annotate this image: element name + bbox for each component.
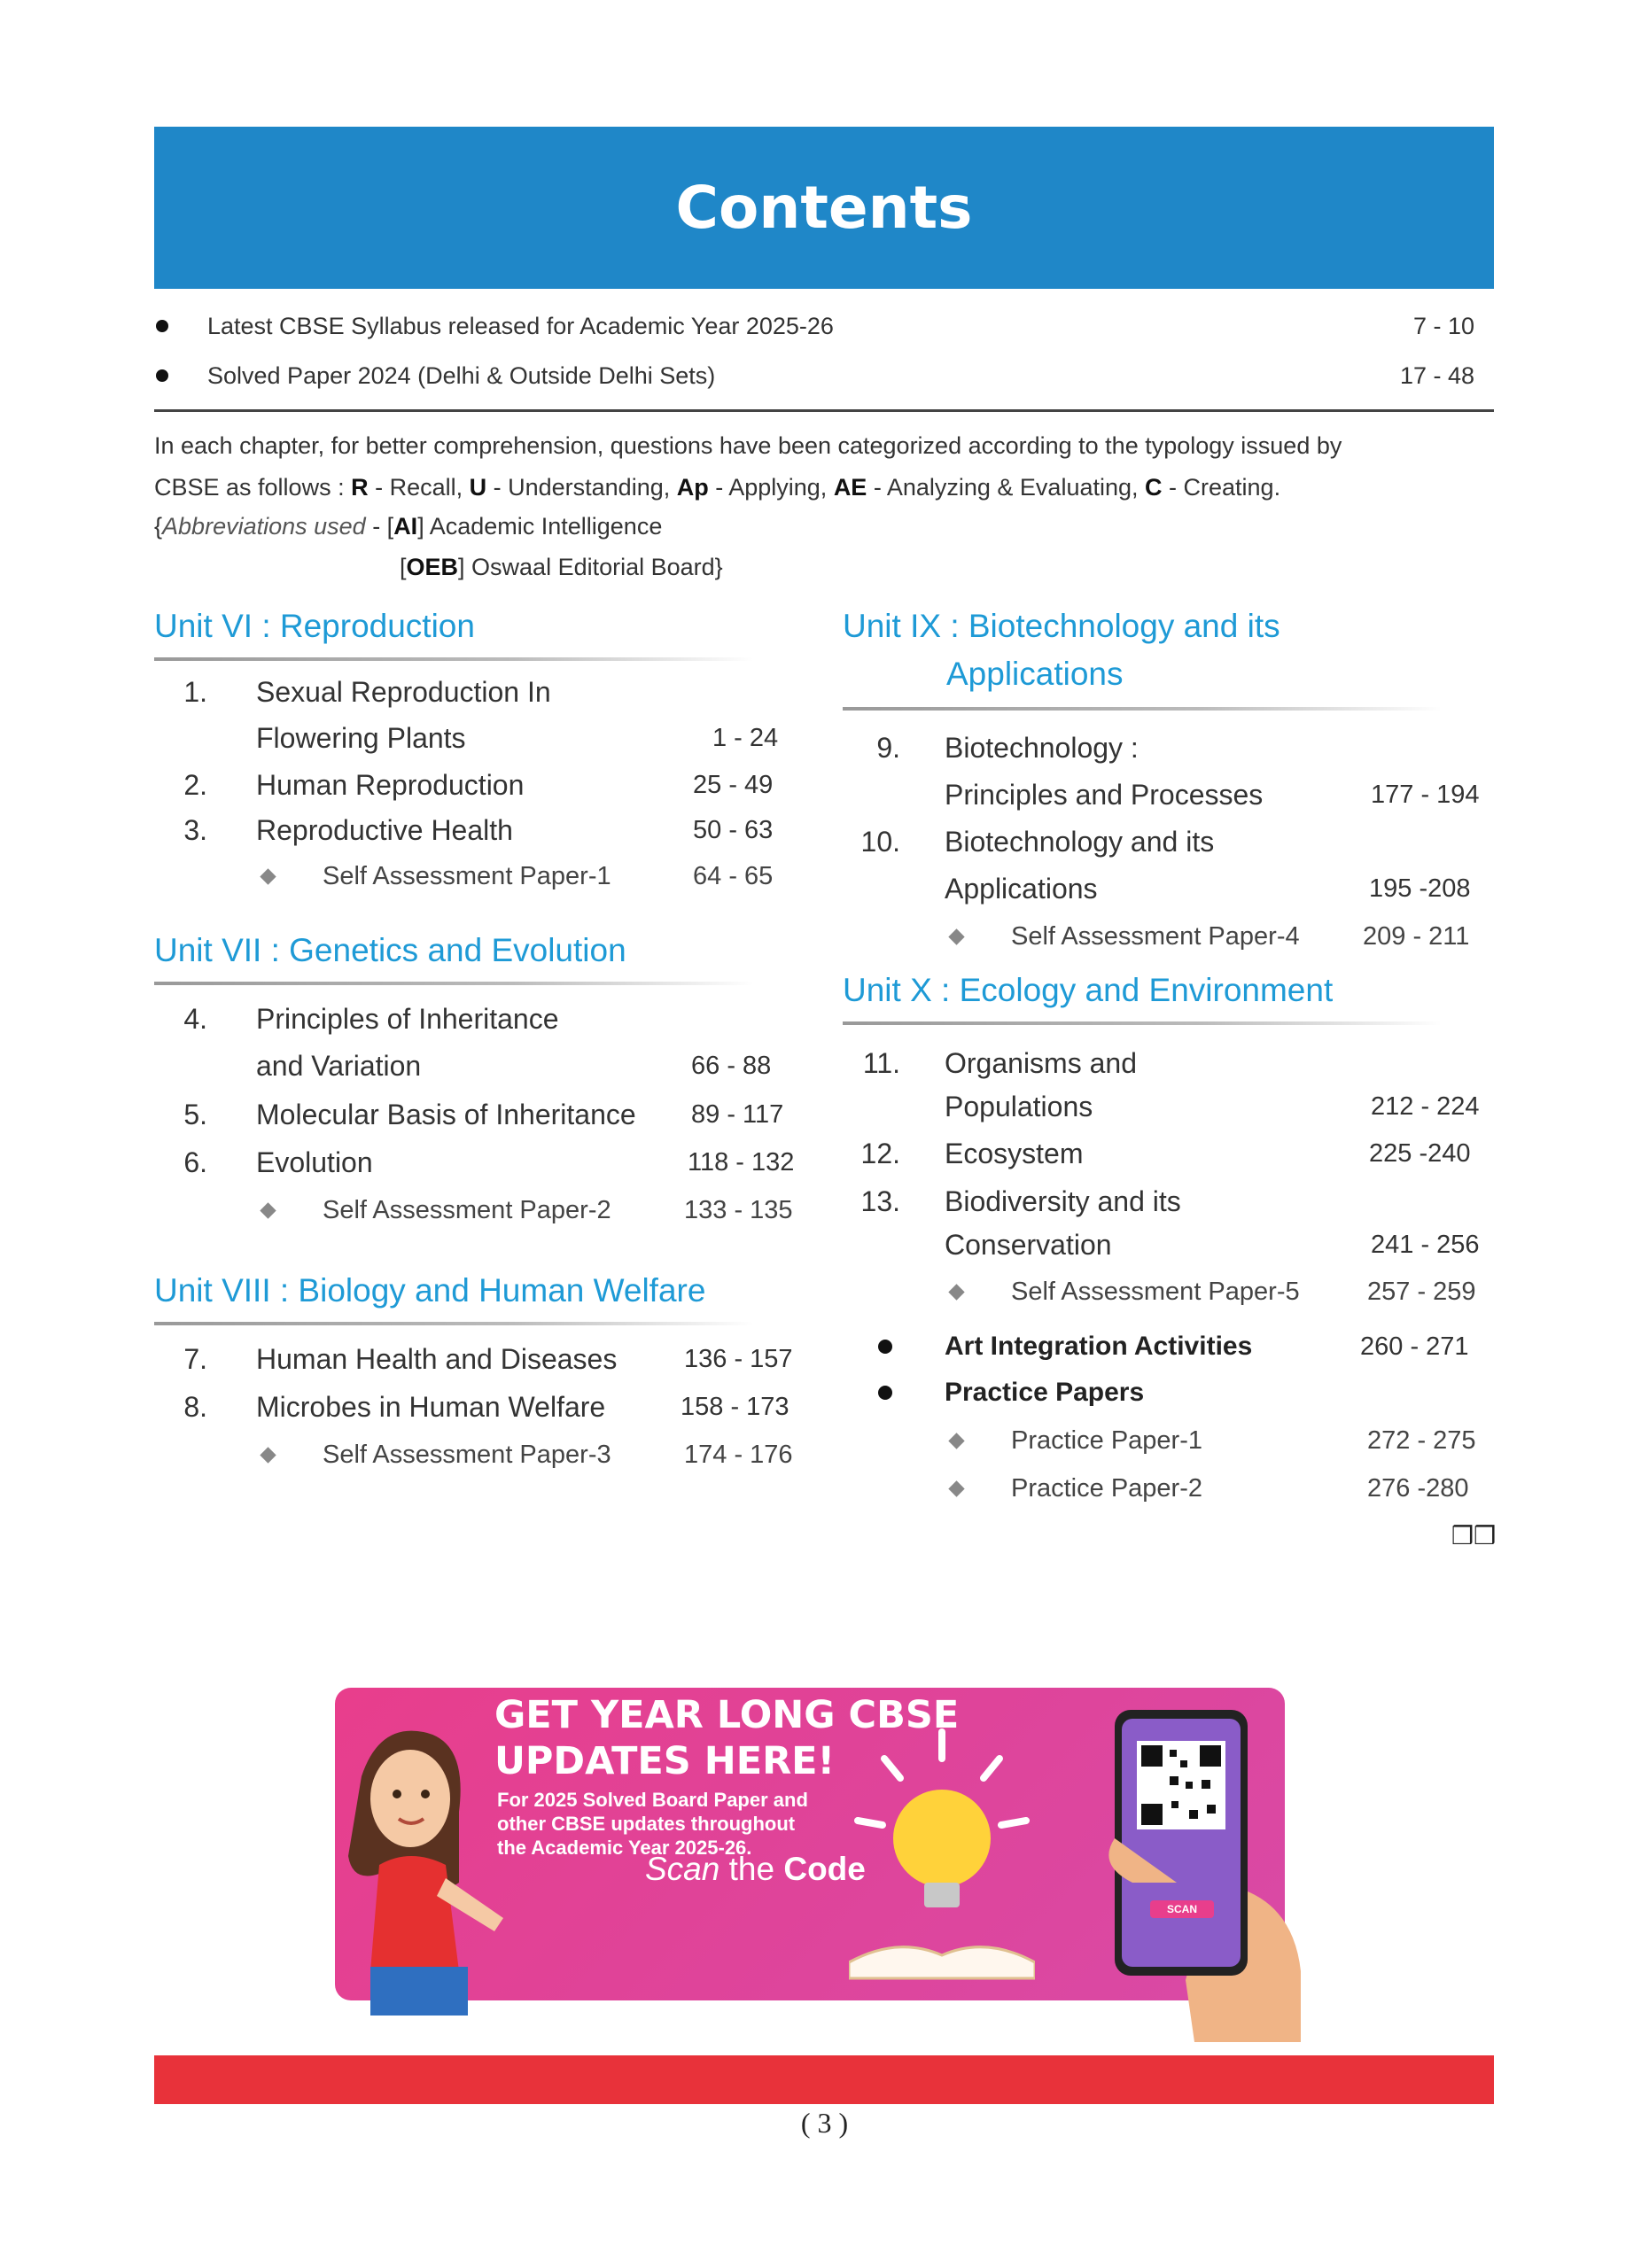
paper-title: Practice Paper-2	[1011, 1474, 1202, 1503]
abbr-dash: - [	[365, 513, 394, 540]
toc-art-integration[interactable]	[843, 1324, 1481, 1370]
toc-chapter-2[interactable]	[154, 762, 810, 808]
chapter-title: Molecular Basis of Inheritance	[256, 1099, 636, 1130]
chapter-title: Evolution	[256, 1146, 373, 1178]
diamond-icon	[260, 1447, 276, 1463]
intro-prefix: CBSE as follows :	[154, 474, 352, 501]
top-item-pages: 7 - 10	[1412, 312, 1474, 339]
top-item-syllabus[interactable]	[154, 304, 1474, 348]
chapter-title: Microbes in Human Welfare	[256, 1391, 606, 1423]
chapter-number: 5.	[183, 1099, 207, 1130]
chapter-title-cont: Flowering Plants	[256, 722, 466, 754]
unit-title-cont: Applications	[946, 656, 1124, 692]
diamond-icon	[948, 928, 964, 944]
bullet-icon	[878, 1340, 892, 1354]
chapter-number: 9.	[876, 732, 900, 764]
chapter-title: Biotechnology :	[945, 732, 1139, 764]
scan-button[interactable]: SCAN	[1166, 1903, 1197, 1915]
toc-chapter-5[interactable]	[154, 1091, 810, 1138]
unit-title: Unit VIII : Biology and Human Welfare	[154, 1272, 706, 1309]
code-ap-text: - Applying,	[708, 474, 834, 501]
divider	[154, 409, 1494, 412]
paper-pages: 64 - 65	[693, 862, 774, 890]
code-ae-text: - Analyzing & Evaluating,	[867, 474, 1146, 501]
chapter-number: 4.	[183, 1003, 207, 1035]
lightbulb-book-icon	[849, 1723, 1035, 1989]
chapter-pages: 1 - 24	[712, 724, 779, 752]
chapter-number: 8.	[183, 1391, 207, 1423]
paper-title: Self Assessment Paper-2	[323, 1196, 611, 1224]
toc-chapter-9[interactable]	[843, 725, 1481, 819]
unit-title: Unit VII : Genetics and Evolution	[154, 932, 626, 968]
code-c-text: - Creating.	[1162, 474, 1281, 501]
bullet-icon	[156, 320, 168, 332]
paper-pages: 276 -280	[1367, 1474, 1469, 1503]
scan-word: Scan	[645, 1851, 720, 1887]
end-mark-icon: ❒❒	[1451, 1522, 1497, 1550]
paper-pages: 272 - 275	[1367, 1426, 1476, 1455]
code-r: R	[351, 474, 369, 501]
chapter-title: Biodiversity and its	[945, 1185, 1181, 1217]
toc-self-assessment-4[interactable]	[843, 913, 1481, 959]
intro-line-3	[154, 509, 1494, 544]
page-title: Contents	[675, 174, 973, 242]
chapter-pages: 118 - 132	[688, 1148, 795, 1177]
unit-underline	[843, 1021, 1442, 1025]
chapter-number: 2.	[183, 769, 207, 801]
chapter-title-cont: Populations	[945, 1091, 1093, 1122]
chapter-title-cont: and Variation	[256, 1050, 422, 1082]
paper-pages: 209 - 211	[1363, 922, 1470, 951]
chapter-title: Human Reproduction	[256, 769, 525, 801]
toc-chapter-1[interactable]	[154, 669, 810, 761]
intro-line-4	[154, 544, 1494, 590]
diamond-icon	[948, 1433, 964, 1449]
chapter-title: Organisms and	[945, 1047, 1137, 1079]
unit-title: Unit IX : Biotechnology and its	[843, 608, 1280, 644]
chapter-title: Principles of Inheritance	[256, 1003, 559, 1035]
toc-chapter-10[interactable]	[843, 819, 1481, 913]
toc-practice-paper-2[interactable]	[843, 1465, 1481, 1511]
unit-x-heading	[843, 967, 1442, 1025]
chapter-pages: 136 - 157	[684, 1345, 793, 1373]
phone-qr-icon	[1097, 1705, 1301, 2042]
chapter-title-cont: Applications	[945, 873, 1098, 905]
scan-the-code	[645, 1851, 866, 1888]
chapter-title: Biotechnology and its	[945, 826, 1215, 858]
toc-chapter-11[interactable]	[843, 1040, 1481, 1129]
chapter-pages: 50 - 63	[693, 816, 774, 844]
bullet-icon	[878, 1386, 892, 1400]
diamond-icon	[260, 1202, 276, 1218]
top-item-pages: 17 - 48	[1399, 361, 1474, 389]
girl-illustration-icon	[326, 1714, 503, 2016]
code-u-text: - Understanding,	[486, 474, 677, 501]
toc-practice-paper-1[interactable]	[843, 1418, 1481, 1464]
abbr-ai-text: ] Academic Intelligence	[417, 513, 663, 540]
abbr-open: {	[154, 513, 163, 540]
abbr-oeb: OEB	[406, 554, 459, 580]
abbr-oeb-open: [	[400, 554, 407, 580]
code-r-text: - Recall,	[368, 474, 470, 501]
diamond-icon	[948, 1284, 964, 1300]
banner-subtext-1: For 2025 Solved Board Paper and	[497, 1789, 808, 1811]
toc-chapter-4[interactable]	[154, 996, 810, 1090]
paper-pages: 133 - 135	[684, 1196, 793, 1224]
toc-self-assessment-2[interactable]	[154, 1187, 810, 1233]
chapter-title-cont: Conservation	[945, 1229, 1112, 1261]
code-ae: AE	[833, 474, 867, 501]
paper-pages: 174 - 176	[684, 1441, 793, 1469]
unit-vi-heading	[154, 602, 753, 661]
chapter-pages: 158 - 173	[681, 1393, 789, 1421]
banner-headline-2: UPDATES HERE!	[494, 1739, 836, 1783]
banner-subtext	[497, 1788, 808, 1860]
chapter-title: Human Health and Diseases	[256, 1343, 618, 1375]
page-number: ( 3 )	[800, 2107, 849, 2139]
unit-underline	[843, 707, 1442, 711]
toc-self-assessment-1[interactable]	[154, 853, 810, 899]
contents-header	[154, 127, 1494, 289]
intro-line-2	[154, 467, 1494, 509]
section-title: Art Integration Activities	[945, 1332, 1253, 1361]
footer-bar	[154, 2055, 1494, 2104]
unit-vii-heading	[154, 927, 753, 985]
unit-underline	[154, 657, 753, 661]
chapter-number: 1.	[183, 676, 207, 708]
abbr-label: Abbreviations used	[162, 513, 366, 540]
banner-subtext-2: other CBSE updates throughout	[497, 1813, 796, 1835]
chapter-pages: 177 - 194	[1371, 781, 1480, 809]
chapter-number: 7.	[183, 1343, 207, 1375]
the-word: the	[719, 1851, 784, 1887]
toc-chapter-12[interactable]	[843, 1130, 1481, 1177]
toc-practice-papers[interactable]	[843, 1370, 1481, 1416]
paper-title: Self Assessment Paper-1	[323, 862, 611, 890]
intro-line-1: In each chapter, for better comprehension, questions have been categorized according to the typology issued by	[154, 432, 1342, 459]
chapter-number: 11.	[862, 1047, 900, 1079]
top-item-solved-paper[interactable]	[154, 353, 1474, 398]
chapter-pages: 89 - 117	[691, 1100, 784, 1129]
code-c: C	[1145, 474, 1163, 501]
top-item-text: Solved Paper 2024 (Delhi & Outside Delhi Sets)	[207, 361, 716, 389]
toc-chapter-3[interactable]	[154, 807, 810, 853]
chapter-pages: 195 -208	[1369, 874, 1471, 903]
paper-title: Self Assessment Paper-3	[323, 1441, 611, 1469]
chapter-title: Ecosystem	[945, 1138, 1084, 1169]
abbr-oeb-text: ] Oswaal Editorial Board}	[458, 554, 723, 580]
paper-pages: 257 - 259	[1367, 1278, 1476, 1306]
chapter-number: 10.	[860, 826, 900, 858]
unit-title: Unit X : Ecology and Environment	[843, 972, 1334, 1008]
toc-chapter-7[interactable]	[154, 1336, 810, 1382]
unit-viii-heading	[154, 1267, 753, 1325]
abbr-ai: AI	[393, 513, 418, 540]
toc-chapter-13[interactable]	[843, 1178, 1481, 1267]
chapter-pages: 66 - 88	[691, 1052, 772, 1080]
unit-underline	[154, 982, 753, 985]
chapter-number: 12.	[860, 1138, 900, 1169]
unit-ix-heading	[843, 602, 1442, 711]
paper-title: Self Assessment Paper-4	[1011, 922, 1300, 951]
chapter-number: 13.	[860, 1185, 900, 1217]
code-word: Code	[783, 1851, 866, 1887]
typology-intro	[154, 425, 1494, 590]
promo-banner[interactable]	[335, 1688, 1285, 2000]
chapter-number: 6.	[183, 1146, 207, 1178]
chapter-title: Reproductive Health	[256, 814, 513, 846]
diamond-icon	[948, 1480, 964, 1496]
banner-headline-1: GET YEAR LONG CBSE	[494, 1693, 960, 1737]
diamond-icon	[260, 868, 276, 884]
section-title: Practice Papers	[945, 1378, 1145, 1407]
toc-chapter-6[interactable]	[154, 1139, 810, 1185]
banner-subtext-3: the Academic Year 2025-26.	[497, 1837, 752, 1859]
chapter-pages: 241 - 256	[1371, 1231, 1480, 1259]
top-item-text: Latest CBSE Syllabus released for Academic Year 2025-26	[207, 312, 834, 339]
bullet-icon	[156, 369, 168, 382]
chapter-title-cont: Principles and Processes	[945, 779, 1264, 811]
chapter-pages: 225 -240	[1369, 1139, 1471, 1168]
section-pages: 260 - 271	[1360, 1332, 1469, 1361]
paper-title: Practice Paper-1	[1011, 1426, 1202, 1455]
toc-chapter-8[interactable]	[154, 1384, 810, 1430]
toc-self-assessment-5[interactable]	[843, 1269, 1481, 1315]
code-ap: Ap	[676, 474, 709, 501]
chapter-pages: 25 - 49	[693, 771, 774, 799]
chapter-number: 3.	[183, 814, 207, 846]
unit-title: Unit VI : Reproduction	[154, 608, 475, 644]
toc-self-assessment-3[interactable]	[154, 1432, 810, 1478]
unit-underline	[154, 1322, 753, 1325]
chapter-title: Sexual Reproduction In	[256, 676, 551, 708]
code-u: U	[469, 474, 487, 501]
paper-title: Self Assessment Paper-5	[1011, 1278, 1300, 1306]
chapter-pages: 212 - 224	[1371, 1092, 1480, 1121]
